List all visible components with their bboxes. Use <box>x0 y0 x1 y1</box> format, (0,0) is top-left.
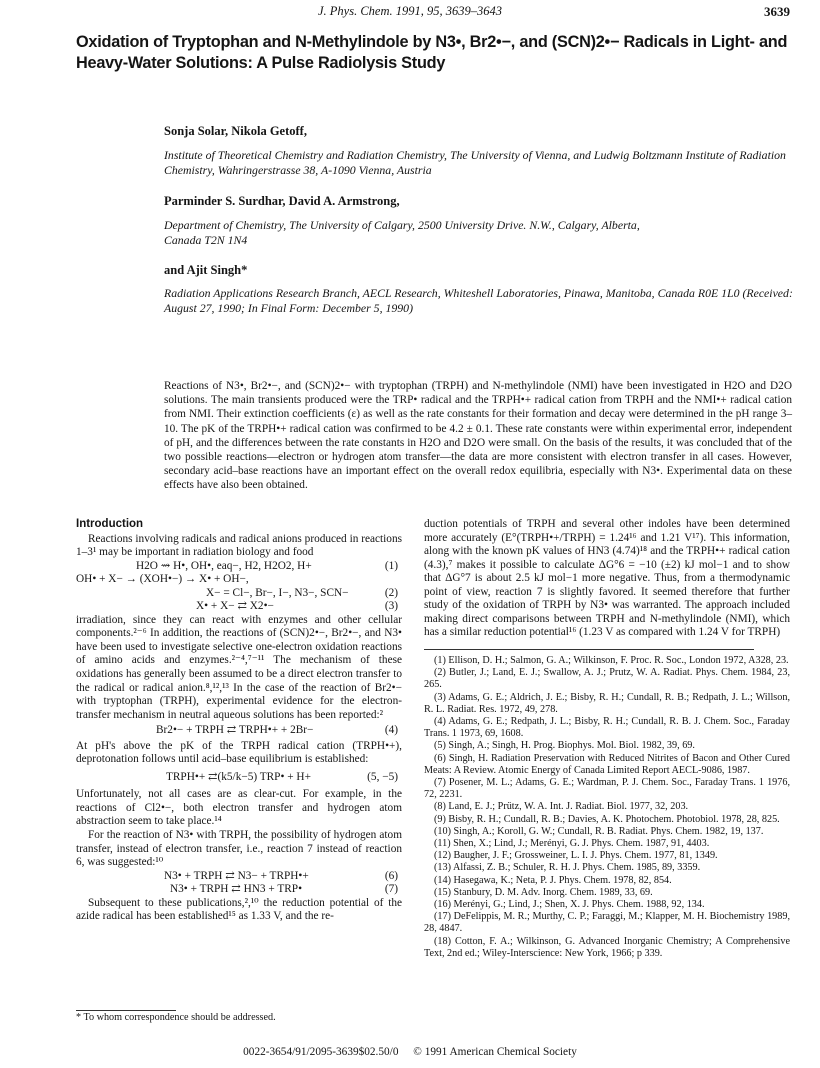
page-footer <box>0 1046 820 1058</box>
equation-number: (4) <box>384 724 398 737</box>
reference-item: (11) Shen, X.; Lind, J.; Merényi, G. J. Phys. Chem. 1987, 91, 4403. <box>434 837 710 849</box>
abstract: Reactions of N3•, Br2•−, and (SCN)2•− with tryptophan (TRPH) and N-methylindole (NMI) have been investigated in H2O and D2O solutions. The main transients produced were the TRP• radical and the TRPH•+ radical cation from TRPH and the NMI•+ radical cation from NMI. Their extinction coefficients (ε) as well as the rate constants for their formation and decay were determined in the pH range 3–10. The pK of the TRPH•+ radical cation was confirmed to be 4.2 ± 0.1. These rate constants were within experimental error, independent of pH, and the differences between the rate constants in H2O and D2O were small. On the basis of the results, it was concluded that of the two possible reactions—electron or hydrogen atom transfer—the data are more consistent with electron transfer in all cases. However, secondary acid–base reactions have an important effect on the overall redox equilibria, especially with N3•. Experimental data on these effects have also been obtained. <box>164 380 792 492</box>
reference-item: (6) Singh, H. Radiation Preservation with Reduced Nitrites of Bacon and Other Cured Meats: A Review. Atomic Energy of Canada Limited Report AECL-9086, 1987. <box>424 752 790 776</box>
footnote-divider <box>76 1010 176 1011</box>
equation-body: X− = Cl−, Br−, I−, N3−, SCN− <box>206 586 349 599</box>
reference-item: (13) Alfassi, Z. B.; Schuler, R. H. J. Phys. Chem. 1985, 89, 3359. <box>434 862 701 874</box>
reference-item: (5) Singh, A.; Singh, H. Prog. Biophys. Mol. Biol. 1982, 39, 69. <box>434 740 695 752</box>
paragraph: For the reaction of N3• with TRPH, the possibility of hydrogen atom transfer, instead of electron transfer, i.e., reaction 7 instead of reaction 6, was suggested:¹⁰ <box>76 829 402 869</box>
paragraph: duction potentials of TRPH and several other indoles have been determined more accurately (E°(TRPH•+/TRPH) = 1.24¹⁶ and 1.21 V¹⁷). This information, along with the known pK values of HN3 (4.74)¹⁸ and the TRPH•+ radical cation (4.3),⁷ makes it possible to calculate ΔG°6 = −10 (±2) kJ mol−1 and to show that ΔG°7 is about 2.5 kJ mol−1 more negative. Thus, from a thermodynamic point of view, reaction 7 is slightly favored. It seemed therefore that further study of the oxidation of TRPH by N3• was warranted. The approach included making direct comparisons between TRPH and N-methylindole (NMI), which has a similar reduction potential¹⁶ (1.23 V as compared with 1.24 V for TRPH) <box>424 518 790 639</box>
equation-body: TRPH•+ ⇄(k5/k−5) TRP• + H+ <box>166 770 311 783</box>
running-header: J. Phys. Chem. 1991, 95, 3639–3643 <box>317 4 502 18</box>
equation-body: N3• + TRPH ⇄ N3− + TRPH•+ <box>164 869 309 882</box>
affiliation-1: Institute of Theoretical Chemistry and Radiation Chemistry, The University of Vienna, and Ludwig Boltzmann Institute of Radiation Chemistry, Wahringerstrasse 38, A-1090 Vienna, Austria <box>164 148 786 177</box>
equation-2-line-a: OH• + X− → (XOH•−) → X• + OH−, <box>76 573 249 586</box>
paragraph: irradiation, since they can react with enzymes and other cellular components.²⁻⁶ In addition, the reactions of (SCN)2•−, Br2•−, and N3• have been used to investigate selective one-electron oxidation reactions of amino acids and enzymes.²⁻⁴,⁷⁻¹¹ The mechanism of these oxidations has generally been assumed to be a direct electron transfer to the radical or radical anion.⁸,¹²,¹³ In the case of the reaction of Br2•− with tryptophan (TRPH), experimental evidence for the electron-transfer mechanism in neutral aqueous solutions has been reported:² <box>76 613 402 721</box>
equation-body: H2O ⇝ H•, OH•, eaq−, H2, H2O2, H+ <box>136 559 312 572</box>
equation-4 <box>76 724 402 738</box>
equation-number: (2) <box>384 586 398 599</box>
reference-item: (9) Bisby, R. H.; Cundall, R. B.; Davies, A. K. Photochem. Photobiol. 1978, 28, 825. <box>434 813 780 825</box>
reference-item: (17) DeFelippis, M. R.; Murthy, C. P.; Faraggi, M.; Klapper, M. H. Biochemistry 1989, 28, 4847. <box>424 911 790 935</box>
equation-5 <box>76 771 402 785</box>
reference-item: (3) Adams, G. E.; Aldrich, J. E.; Bisby, R. H.; Cundall, R. B.; Redpath, J. L.; Willson, R. L. Radiat. Res. 1972, 49, 278. <box>424 691 790 715</box>
equation-3 <box>76 600 402 614</box>
section-heading: Introduction <box>76 518 144 530</box>
left-column <box>76 518 402 924</box>
reference-item: (15) Stanbury, D. M. Adv. Inorg. Chem. 1989, 33, 69. <box>434 886 653 898</box>
equation-body: N3• + TRPH ⇄ HN3 + TRP• <box>170 883 303 896</box>
equation-2 <box>76 587 402 601</box>
reference-item: (10) Singh, A.; Koroll, G. W.; Cundall, R. B. Radiat. Phys. Chem. 1982, 19, 137. <box>434 825 764 837</box>
page-number: 3639 <box>764 4 790 19</box>
paragraph: Reactions involving radicals and radical anions produced in reactions 1–3¹ may be important in radiation biology and food <box>76 532 402 559</box>
reference-item: (7) Posener, M. L.; Adams, G. E.; Wardman, P. J. Chem. Soc., Faraday Trans. 1 1976, 72, 2231. <box>424 776 790 801</box>
copyright: © 1991 American Chemical Society <box>413 1046 577 1058</box>
equation-body: Br2•− + TRPH ⇄ TRPH•+ + 2Br− <box>156 724 314 737</box>
article-title: Oxidation of Tryptophan and N-Methylindole by N3•, Br2•−, and (SCN)2•− Radicals in Light- and Heavy-Water Solutions: A Pulse Radiolysis Study <box>76 33 788 72</box>
reference-item: (1) Ellison, D. H.; Salmon, G. A.; Wilkinson, F. Proc. R. Soc., London 1972, A328, 23. <box>434 654 789 666</box>
reference-item: (4) Adams, G. E.; Redpath, J. L.; Bisby, R. H.; Cundall, R. B. J. Chem. Soc., Faraday Trans. 1 1973, 69, 1608. <box>424 715 790 740</box>
author-group-3: and Ajit Singh* <box>164 263 248 277</box>
paragraph: Subsequent to these publications,²,¹⁰ the reduction potential of the azide radical has been established¹⁵ as 1.33 V, and the re- <box>76 896 402 923</box>
affiliation-3: Radiation Applications Research Branch, AECL Research, Whiteshell Laboratories, Pinawa, Manitoba, Canada R0E 1L0 (Received: August 27, 1990; In Final Form: December 5, 1990) <box>164 286 793 315</box>
author-group-1: Sonja Solar, Nikola Getoff, <box>164 124 307 138</box>
right-column <box>424 518 790 960</box>
affiliation-2: Department of Chemistry, The University of Calgary, 2500 University Drive. N.W., Calgary, Alberta, Canada T2N 1N4 <box>164 218 640 247</box>
equation-number: (6) <box>384 869 398 882</box>
references-list <box>424 655 790 960</box>
author-group-2: Parminder S. Surdhar, David A. Armstrong, <box>164 194 400 208</box>
paragraph: At pH's above the pK of the TRPH radical cation (TRPH•+), deprotonation follows until acid–base equilibrium is established: <box>76 739 402 766</box>
reference-item: (16) Merényi, G.; Lind, J.; Shen, X. J. Phys. Chem. 1988, 92, 134. <box>434 898 705 910</box>
equation-number: (5, −5) <box>367 770 398 783</box>
reference-item: (14) Hasegawa, K.; Neta, P. J. Phys. Chem. 1978, 82, 854. <box>434 874 672 886</box>
equation-7 <box>76 883 402 897</box>
reference-item: (12) Baugher, J. F.; Grossweiner, L. I. J. Phys. Chem. 1977, 81, 1349. <box>434 850 718 862</box>
paragraph: Unfortunately, not all cases are as clear-cut. For example, in the reactions of Cl2•−, both electron transfer and hydrogen atom abstraction seem to take place.¹⁴ <box>76 788 402 828</box>
equation-number: (7) <box>384 883 398 896</box>
article-code: 0022-3654/91/2095-3639$02.50/0 <box>243 1046 399 1058</box>
reference-item: (18) Cotton, F. A.; Wilkinson, G. Advanced Inorganic Chemistry; A Comprehensive Text, 2nd ed.; Wiley-Interscience: New York, 1966; p 339. <box>424 935 790 959</box>
references-divider <box>424 649 754 650</box>
equation-6 <box>76 870 402 884</box>
equation-number: (1) <box>384 559 398 572</box>
equation-number: (3) <box>384 600 398 613</box>
footnote: * To whom correspondence should be addressed. <box>76 1012 276 1023</box>
equation-1 <box>76 560 402 574</box>
reference-item: (2) Butler, J.; Land, E. J.; Swallow, A. J.; Prutz, W. A. Radiat. Phys. Chem. 1984, 23, 265. <box>424 667 790 691</box>
equation-body: X• + X− ⇄ X2•− <box>196 600 274 613</box>
reference-item: (8) Land, E. J.; Prütz, W. A. Int. J. Radiat. Biol. 1977, 32, 203. <box>434 801 689 813</box>
